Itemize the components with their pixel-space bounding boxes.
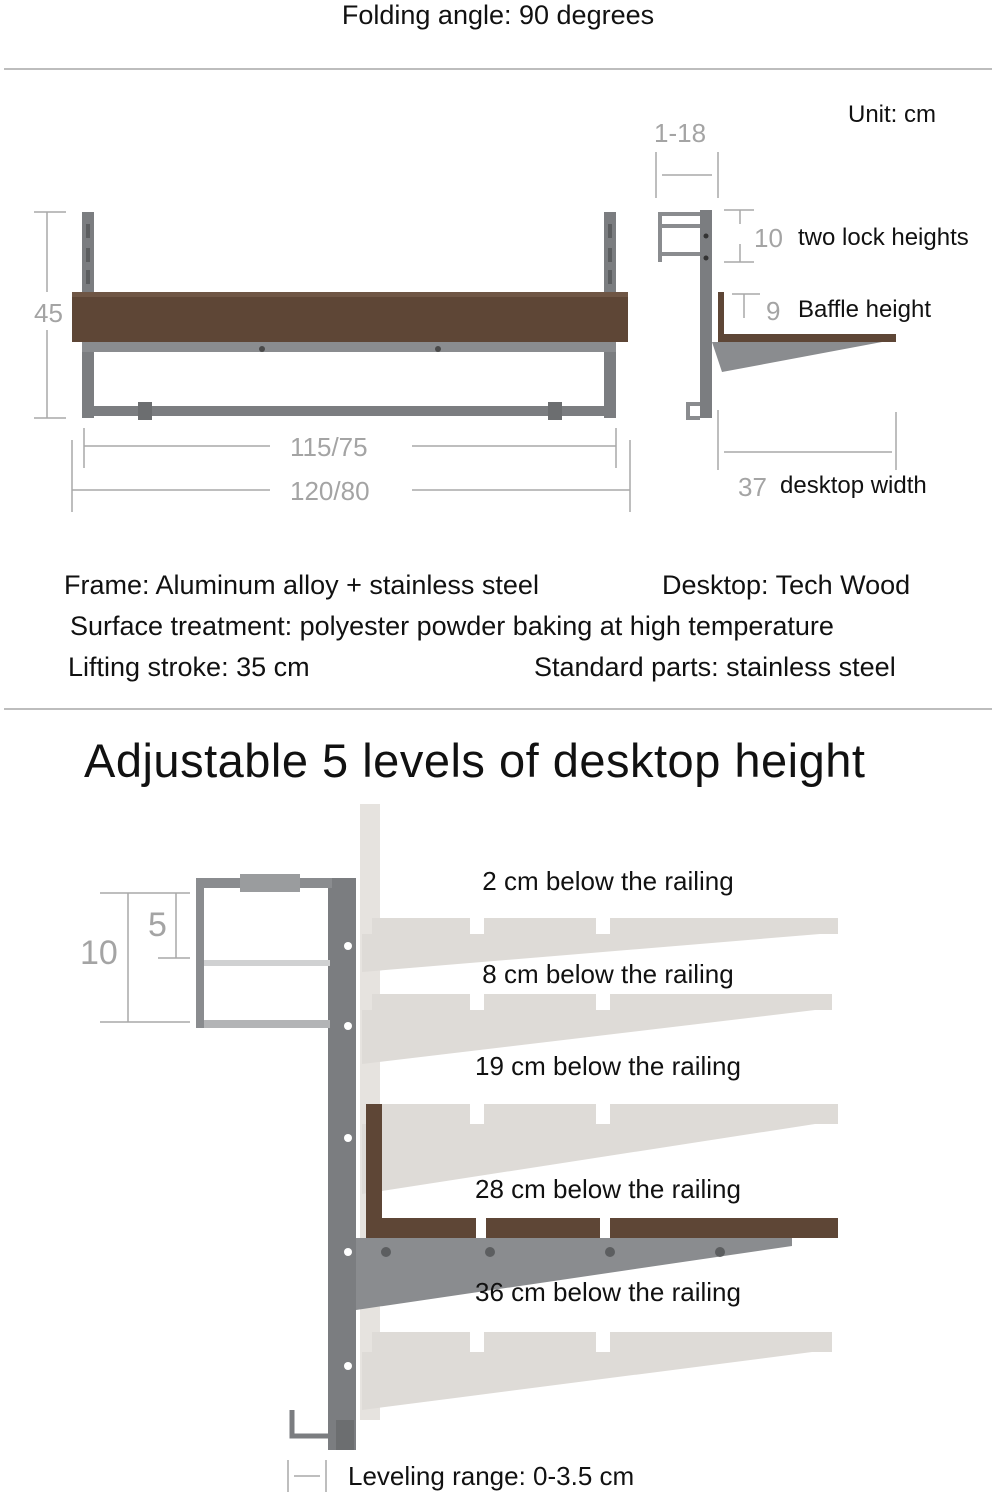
level-label-1: 2 cm below the railing <box>482 866 734 896</box>
outer-width-dim: 120/80 <box>290 476 370 506</box>
inner-width-dim: 115/75 <box>290 432 368 462</box>
level-post <box>328 878 356 1450</box>
side-post <box>700 210 712 418</box>
lock-arm-side <box>196 878 204 1028</box>
spec-desktop: Desktop: Tech Wood <box>662 570 911 600</box>
lock-range-dim: 1-18 <box>654 118 707 148</box>
front-lower-bar <box>82 406 616 416</box>
level-label-5: 36 cm below the railing <box>475 1277 741 1307</box>
leveling-range: Leveling range: 0-3.5 cm <box>348 1461 635 1491</box>
front-upper-bar <box>82 342 616 352</box>
level-label-4: 28 cm below the railing <box>475 1174 741 1204</box>
folding-angle-text: Folding angle: 90 degrees <box>341 0 655 30</box>
spec-parts: Standard parts: stainless steel <box>534 652 896 682</box>
middle-divider <box>4 708 992 710</box>
lock-outer-dim: 10 <box>80 934 118 972</box>
active-baffle <box>366 1104 382 1222</box>
lock-heights-dim: 10 <box>754 223 783 253</box>
level-label-2: 8 cm below the railing <box>482 959 734 989</box>
lock-inner-dim: 5 <box>148 906 167 944</box>
side-bracket <box>712 342 882 372</box>
front-view <box>34 212 630 512</box>
height-dim: 45 <box>34 298 63 328</box>
front-desktop <box>72 292 628 342</box>
spec-surface: Surface treatment: polyester powder baking at high temperature <box>70 611 834 641</box>
baffle-dim: 9 <box>766 296 781 326</box>
side-desktop <box>718 334 896 342</box>
desktop-width-label: desktop width <box>780 472 927 499</box>
unit-label: Unit: cm <box>848 101 937 128</box>
spec-stroke: Lifting stroke: 35 cm <box>68 652 310 682</box>
levels-view <box>100 804 838 1492</box>
side-baffle <box>718 292 724 336</box>
spec-frame: Frame: Aluminum alloy + stainless steel <box>64 570 539 600</box>
levels-title: Adjustable 5 levels of desktop height <box>84 734 866 787</box>
baffle-label: Baffle height <box>798 296 931 323</box>
level-label-3: 19 cm below the railing <box>475 1051 741 1081</box>
desktop-width-dim: 37 <box>738 472 767 502</box>
lock-heights-label: two lock heights <box>798 224 969 251</box>
